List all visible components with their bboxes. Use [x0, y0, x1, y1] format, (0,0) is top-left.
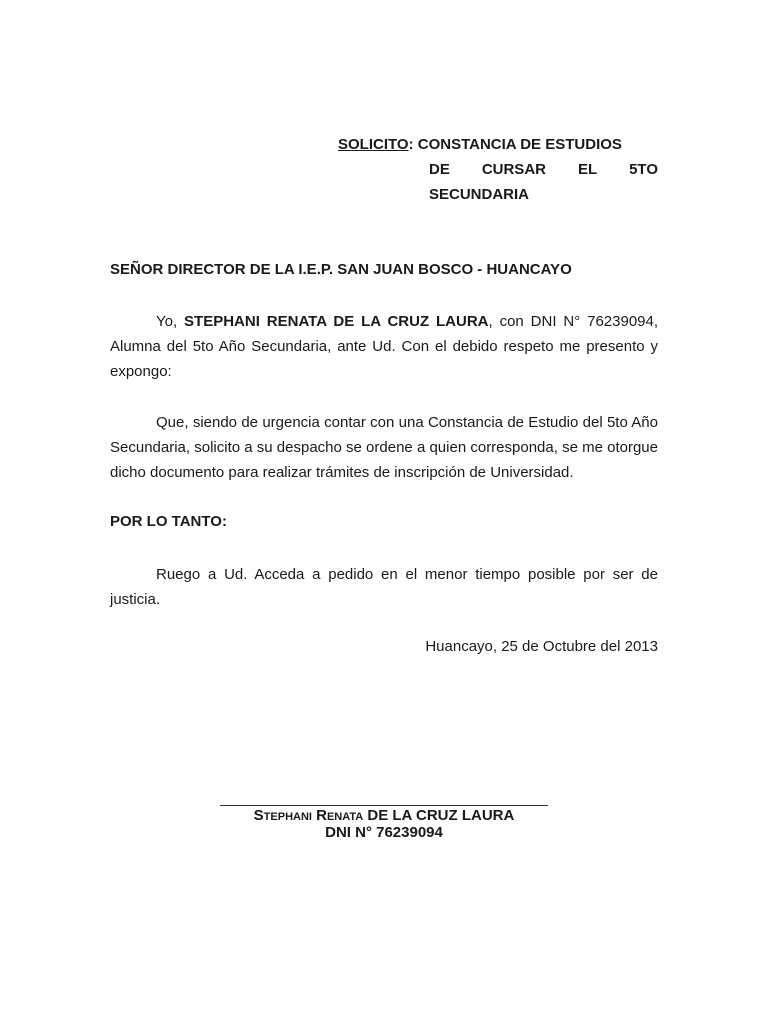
date-line: Huancayo, 25 de Octubre del 2013 — [425, 638, 658, 655]
applicant-name: STEPHANI RENATA DE LA CRUZ LAURA — [184, 313, 489, 330]
subject-word: DE — [429, 161, 450, 178]
subject-line-3: SECUNDARIA — [429, 186, 530, 203]
subject-separator: : — [408, 136, 414, 153]
signer-dni: DNI N° 76239094 — [325, 824, 443, 841]
subject-word: 5TO — [629, 161, 658, 178]
request-paragraph: Que, siendo de urgencia contar con una Constancia de Estudio del 5to Año Secundaria, solicito a su despacho se ordene a quien corresponda, se me otorgue dicho documento para realizar trámites de inscripción de Universidad. — [110, 414, 658, 481]
subject-line-2 — [429, 161, 658, 178]
subject-word: EL — [577, 161, 598, 178]
closing-paragraph: Ruego a Ud. Acceda a pedido en el menor tiempo posible por ser de justicia. — [110, 566, 658, 608]
intro-rest: , con DNI N° 76239094, Alumna del 5to Año Secundaria, ante Ud. Con el debido respeto me presento y expongo: — [110, 313, 659, 380]
signer-first-names: Stephani Renata — [253, 807, 364, 824]
subject-word: CURSAR — [481, 161, 546, 178]
conclusion-heading: POR LO TANTO: — [110, 513, 227, 530]
intro-lead: Yo, — [156, 313, 185, 330]
signer-name — [220, 807, 548, 824]
subject-heading — [338, 136, 622, 153]
addressee: SEÑOR DIRECTOR DE LA I.E.P. SAN JUAN BOSCO - HUANCAYO — [110, 261, 572, 278]
signature-line — [220, 805, 548, 806]
subject-label: SOLICITO — [338, 136, 409, 153]
subject-line-1: CONSTANCIA DE ESTUDIOS — [413, 136, 622, 153]
intro-paragraph — [110, 309, 658, 384]
signer-surnames: DE LA CRUZ LAURA — [363, 807, 515, 824]
